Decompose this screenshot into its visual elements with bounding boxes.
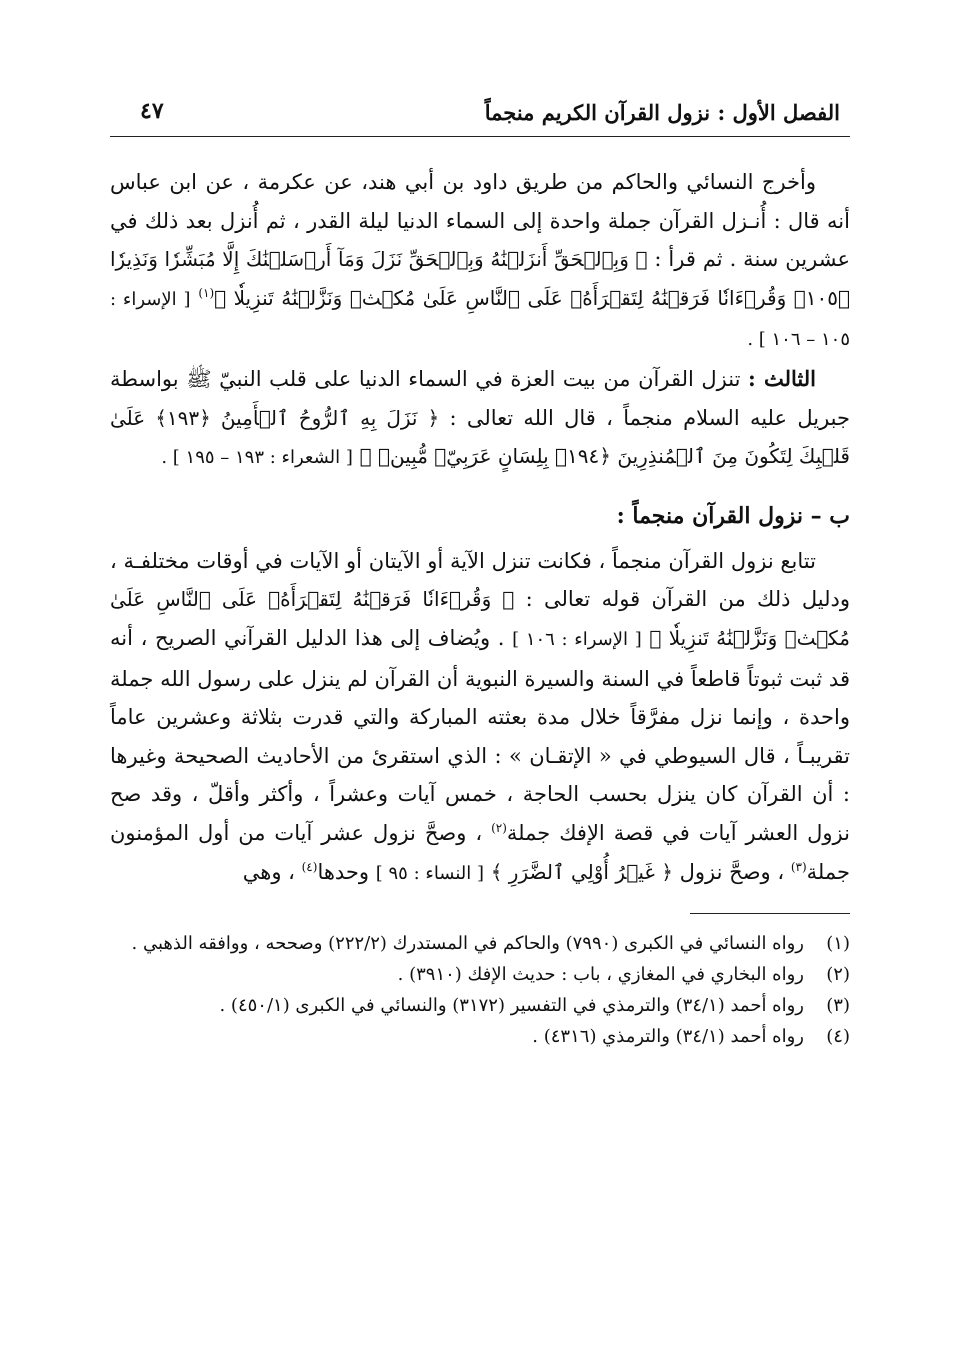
footnote-ref-1: (١) bbox=[198, 285, 215, 300]
paragraph-3-text-6: ، وهي bbox=[242, 859, 295, 884]
footnote-ref-2: (٢) bbox=[491, 820, 507, 835]
footnote-number: (٤) bbox=[826, 1026, 850, 1048]
footnote-ref-3: (٣) bbox=[790, 859, 807, 874]
paragraph-2-text: تنزل القرآن من بيت العزة في السماء الدنيا على قلب النبيّ ﷺ بواسطة جبريل عليه السلام منجماً ، قال الله تعالى : bbox=[110, 366, 850, 430]
verse-reference-isra: [ الإسراء : ١٠٥ – ١٠٦ ] . bbox=[110, 288, 850, 351]
quran-verse-isra: ﴿ وَبِٱلۡحَقِّ أَنزَلۡنَٰهُ وَبِٱلۡحَقِّ نَزَلَ وَمَآ أَرۡسَلۡنَٰكَ إِلَّا مُبَشِّرٗا وَنَذِيرٗا ﴿١٠٥﴾ وَقُرۡءَانٗا فَرَقۡنَٰهُ لِتَقۡرَأَهُۥ عَلَى ٱلنَّاسِ عَلَىٰ مُكۡثٖ وَنَزَّلۡنَٰهُ تَنزِيلٗا ﴾ bbox=[110, 247, 850, 310]
verse-reference-shuara: [ الشعراء : ١٩٣ – ١٩٥ ] . bbox=[161, 447, 353, 469]
footnote-3 bbox=[110, 990, 850, 1021]
paragraph-3-text-3: ، وصحَّ نزول عشر آيات من أول المؤمنون جملة bbox=[110, 820, 850, 884]
quran-verse-isra-106: ﴿ وَقُرۡءَانٗا فَرَقۡنَٰهُ لِتَقۡرَأَهُۥ عَلَى ٱلنَّاسِ عَلَىٰ مُكۡثٖ وَنَزَّلۡنَٰهُ تَنزِيلٗا ﴾ bbox=[110, 587, 850, 650]
footnote-2 bbox=[110, 959, 850, 990]
footnotes bbox=[110, 928, 850, 1052]
footnote-1 bbox=[110, 928, 850, 959]
paragraph-3 bbox=[110, 542, 850, 893]
main-text bbox=[110, 163, 850, 893]
running-header bbox=[110, 96, 850, 137]
quran-verse-nisa: ﴿ غَيۡرُ أُوْلِي ٱلضَّرَرِ ﴾ bbox=[490, 859, 673, 884]
footnote-text: رواه النسائي في الكبرى (٧٩٩٠) والحاكم في المستدرك (٢٢٢/٢) وصححه ، ووافقه الذهبي . bbox=[131, 933, 804, 955]
chapter-title: الفصل الأول : نزول القرآن الكريم منجماً bbox=[484, 100, 840, 125]
section-heading: ب – نزول القرآن منجماً : bbox=[616, 502, 850, 529]
paragraph-3-text-5: وحدها bbox=[317, 859, 370, 884]
paragraph-3-text-4: ، وصحَّ نزول bbox=[679, 859, 785, 884]
paragraph-1 bbox=[110, 163, 850, 360]
footnote-ref-4: (٤) bbox=[301, 859, 318, 874]
paragraph-3-text-2: . ويُضاف إلى هذا الدليل القرآني الصريح ، أنه قد ثبت ثبوتاً قاطعاً في السنة والسيرة النبوية أن القرآن لم ينزل على رسول الله جملة واحدة ، وإنما نزل مفرَّقاً خلال مدة بعثته المباركة والتي قدرت بثلاثة وعشرين عاماً تقريبـاً ، قال السيوطي في « الإتقـان » : الذي استقرئ من الأحاديث الصحيحة وغيرها : أن القرآن كان ينزل بحسب الحاجة ، خمس آيات وعشراً ، وأكثر وأقلّ ، وقد صح نزول العشر آيات في قصة الإفك جملة bbox=[110, 625, 850, 845]
footnote-text: رواه البخاري في المغازي ، باب : حديث الإفك (٣٩١٠) . bbox=[397, 964, 804, 986]
page-number: ٤٧ bbox=[140, 98, 164, 124]
book-page bbox=[110, 96, 850, 1052]
footnote-separator bbox=[690, 913, 850, 914]
paragraph-3-text-1: تتابع نزول القرآن منجماً ، فكانت تنزل الآية أو الآيتان أو الآيات في أوقات مختلفـة ، ودليل ذلك من القرآن قوله تعالى : bbox=[110, 548, 850, 612]
verse-reference-isra-106: [ الإسراء : ١٠٦ ] bbox=[512, 628, 642, 650]
paragraph-1-text: وأخرج النسائي والحاكم من طريق داود بن أبي هند، عن عكرمة ، عن ابن عباس أنه قال : أُنـزل القرآن جملة واحدة إلى السماء الدنيا ليلة القدر ، ثم أُنزل بعد ذلك في عشرين سنة . ثم قرأ : bbox=[110, 170, 850, 272]
footnote-number: (١) bbox=[826, 933, 850, 955]
footnote-4 bbox=[110, 1021, 850, 1052]
footnote-text: رواه أحمد (٣٤/١) والترمذي (٤٣١٦) . bbox=[532, 1026, 804, 1048]
footnote-number: (٣) bbox=[826, 995, 850, 1017]
section-label-third: الثالث : bbox=[748, 365, 816, 391]
verse-reference-nisa: [ النساء : ٩٥ ] bbox=[375, 862, 485, 884]
footnote-number: (٢) bbox=[826, 964, 850, 986]
quran-verse-shuara: ﴿ نَزَلَ بِهِ ٱلرُّوحُ ٱلۡأَمِينُ ﴿١٩٣﴾ عَلَىٰ قَلۡبِكَ لِتَكُونَ مِنَ ٱلۡمُنذِرِينَ ﴿١٩٤﴾ بِلِسَانٍ عَرَبِيّٖ مُّبِينٖ ﴾ bbox=[110, 405, 850, 469]
footnote-text: رواه أحمد (٣٤/١) والترمذي في التفسير (٣١٧٢) والنسائي في الكبرى (٤٥٠/١) . bbox=[219, 995, 804, 1017]
paragraph-2 bbox=[110, 360, 850, 478]
